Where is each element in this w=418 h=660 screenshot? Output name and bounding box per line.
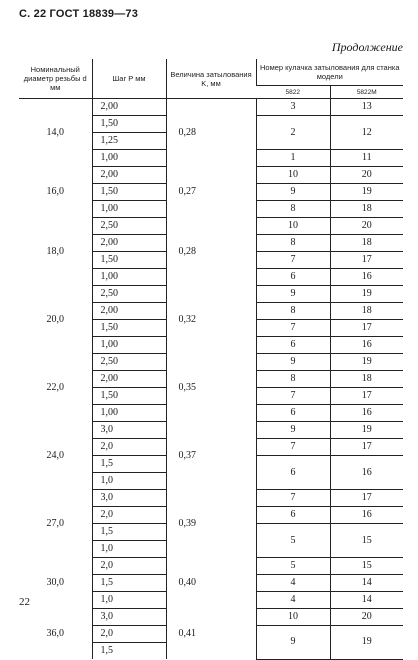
cell-cam-5822: 9 xyxy=(256,184,330,201)
cell-cam-5822: 5 xyxy=(256,558,330,575)
cell-cam-5822m: 16 xyxy=(330,269,403,286)
cell-diameter: 14,0 xyxy=(19,99,92,167)
cell-cam-5822: 9 xyxy=(256,626,330,660)
cell-cam-5822: 4 xyxy=(256,592,330,609)
cell-pitch: 1,50 xyxy=(92,252,166,269)
cell-pitch: 2,0 xyxy=(92,626,166,643)
cell-cam-5822: 7 xyxy=(256,439,330,456)
cell-cam-5822m: 16 xyxy=(330,507,403,524)
cell-cam-5822m: 11 xyxy=(330,150,403,167)
cell-diameter: 22,0 xyxy=(19,354,92,422)
cell-cam-5822: 3 xyxy=(256,99,330,116)
cell-relief: 0,27 xyxy=(166,167,256,218)
continuation-label: Продолжение xyxy=(331,40,403,54)
cell-relief: 0,32 xyxy=(166,286,256,354)
cell-pitch: 1,00 xyxy=(92,269,166,286)
cell-cam-5822: 6 xyxy=(256,456,330,490)
cell-cam-5822: 7 xyxy=(256,388,330,405)
cell-cam-5822m: 17 xyxy=(330,252,403,269)
table-row xyxy=(19,422,403,439)
cell-pitch: 1,0 xyxy=(92,473,166,490)
cell-cam-5822m: 16 xyxy=(330,456,403,490)
table-row xyxy=(19,167,403,184)
cell-pitch: 3,0 xyxy=(92,422,166,439)
cell-cam-5822: 1 xyxy=(256,150,330,167)
cell-cam-5822: 4 xyxy=(256,575,330,592)
cell-pitch: 1,5 xyxy=(92,575,166,592)
cell-pitch: 2,00 xyxy=(92,99,166,116)
cell-cam-5822: 8 xyxy=(256,235,330,252)
table-row xyxy=(19,218,403,235)
cell-pitch: 2,00 xyxy=(92,235,166,252)
cell-cam-5822: 10 xyxy=(256,609,330,626)
cell-cam-5822m: 17 xyxy=(330,439,403,456)
cell-cam-5822: 6 xyxy=(256,269,330,286)
cell-diameter: 30,0 xyxy=(19,558,92,609)
table-row xyxy=(19,286,403,303)
cell-pitch: 1,50 xyxy=(92,184,166,201)
cell-diameter: 36,0 xyxy=(19,609,92,660)
cell-cam-5822m: 20 xyxy=(330,609,403,626)
cell-cam-5822m: 16 xyxy=(330,405,403,422)
cell-cam-5822m: 19 xyxy=(330,626,403,660)
cell-cam-5822: 9 xyxy=(256,286,330,303)
cell-relief: 0,40 xyxy=(166,558,256,609)
cell-cam-5822m: 18 xyxy=(330,303,403,320)
table-row xyxy=(19,558,403,575)
cell-cam-5822m: 17 xyxy=(330,388,403,405)
cell-pitch: 2,50 xyxy=(92,286,166,303)
cell-cam-5822: 2 xyxy=(256,116,330,150)
cell-cam-5822: 8 xyxy=(256,201,330,218)
cell-relief: 0,39 xyxy=(166,490,256,558)
table-row xyxy=(19,99,403,116)
cell-cam-5822: 10 xyxy=(256,218,330,235)
cell-diameter: 16,0 xyxy=(19,167,92,218)
cell-cam-5822m: 20 xyxy=(330,218,403,235)
cell-pitch: 2,0 xyxy=(92,507,166,524)
cell-pitch: 3,0 xyxy=(92,490,166,507)
cell-cam-5822m: 19 xyxy=(330,354,403,371)
cell-cam-5822: 7 xyxy=(256,252,330,269)
cell-cam-5822m: 19 xyxy=(330,286,403,303)
cell-cam-5822m: 20 xyxy=(330,167,403,184)
cell-pitch: 1,5 xyxy=(92,524,166,541)
column-header-diameter: Номинальный диаметр резьбы d мм xyxy=(19,59,92,99)
page-header: С. 22 ГОСТ 18839—73 xyxy=(19,8,139,20)
cell-cam-5822m: 18 xyxy=(330,371,403,388)
column-header-model-5822m: 5822М xyxy=(330,86,403,99)
cell-cam-5822m: 17 xyxy=(330,320,403,337)
cell-pitch: 2,00 xyxy=(92,167,166,184)
cell-diameter: 27,0 xyxy=(19,490,92,558)
cell-cam-5822: 8 xyxy=(256,303,330,320)
cell-relief: 0,35 xyxy=(166,354,256,422)
cell-relief: 0,28 xyxy=(166,218,256,286)
cell-cam-5822: 9 xyxy=(256,422,330,439)
cell-relief: 0,28 xyxy=(166,99,256,167)
cell-cam-5822m: 17 xyxy=(330,490,403,507)
cell-diameter: 20,0 xyxy=(19,286,92,354)
cell-pitch: 2,0 xyxy=(92,439,166,456)
cell-pitch: 2,00 xyxy=(92,303,166,320)
cell-cam-5822m: 19 xyxy=(330,422,403,439)
cell-diameter: 18,0 xyxy=(19,218,92,286)
thread-data-table xyxy=(19,59,403,660)
column-header-model-5822: 5822 xyxy=(256,86,330,99)
cell-pitch: 2,0 xyxy=(92,558,166,575)
cell-pitch: 1,50 xyxy=(92,388,166,405)
cell-cam-5822: 6 xyxy=(256,405,330,422)
cell-cam-5822: 6 xyxy=(256,337,330,354)
cell-relief: 0,37 xyxy=(166,422,256,490)
cell-cam-5822m: 14 xyxy=(330,575,403,592)
cell-cam-5822m: 18 xyxy=(330,235,403,252)
cell-pitch: 2,50 xyxy=(92,354,166,371)
column-header-cam-number: Номер кулачка затылования для станка модели xyxy=(256,59,403,86)
cell-cam-5822m: 14 xyxy=(330,592,403,609)
cell-cam-5822m: 18 xyxy=(330,201,403,218)
cell-pitch: 2,50 xyxy=(92,218,166,235)
cell-pitch: 2,00 xyxy=(92,371,166,388)
cell-cam-5822: 9 xyxy=(256,354,330,371)
table-row xyxy=(19,354,403,371)
cell-diameter: 24,0 xyxy=(19,422,92,490)
cell-pitch: 1,5 xyxy=(92,643,166,660)
column-header-relief: Величина затылования K, мм xyxy=(166,59,256,99)
cell-cam-5822m: 16 xyxy=(330,337,403,354)
cell-pitch: 1,50 xyxy=(92,320,166,337)
cell-pitch: 1,00 xyxy=(92,150,166,167)
cell-cam-5822: 8 xyxy=(256,371,330,388)
cell-pitch: 1,00 xyxy=(92,337,166,354)
table-row xyxy=(19,609,403,626)
cell-cam-5822m: 19 xyxy=(330,184,403,201)
cell-pitch: 1,0 xyxy=(92,541,166,558)
cell-pitch: 1,00 xyxy=(92,201,166,218)
cell-cam-5822m: 15 xyxy=(330,558,403,575)
cell-cam-5822: 7 xyxy=(256,490,330,507)
cell-cam-5822: 10 xyxy=(256,167,330,184)
cell-pitch: 1,50 xyxy=(92,116,166,133)
cell-pitch: 1,25 xyxy=(92,133,166,150)
cell-pitch: 3,0 xyxy=(92,609,166,626)
cell-cam-5822: 7 xyxy=(256,320,330,337)
cell-pitch: 1,00 xyxy=(92,405,166,422)
column-header-pitch: Шаг P мм xyxy=(92,59,166,99)
cell-cam-5822: 5 xyxy=(256,524,330,558)
cell-cam-5822m: 12 xyxy=(330,116,403,150)
cell-cam-5822: 6 xyxy=(256,507,330,524)
page-number: 22 xyxy=(19,596,30,608)
cell-cam-5822m: 13 xyxy=(330,99,403,116)
cell-cam-5822m: 15 xyxy=(330,524,403,558)
cell-pitch: 1,0 xyxy=(92,592,166,609)
cell-relief: 0,41 xyxy=(166,609,256,660)
table-row xyxy=(19,490,403,507)
cell-pitch: 1,5 xyxy=(92,456,166,473)
